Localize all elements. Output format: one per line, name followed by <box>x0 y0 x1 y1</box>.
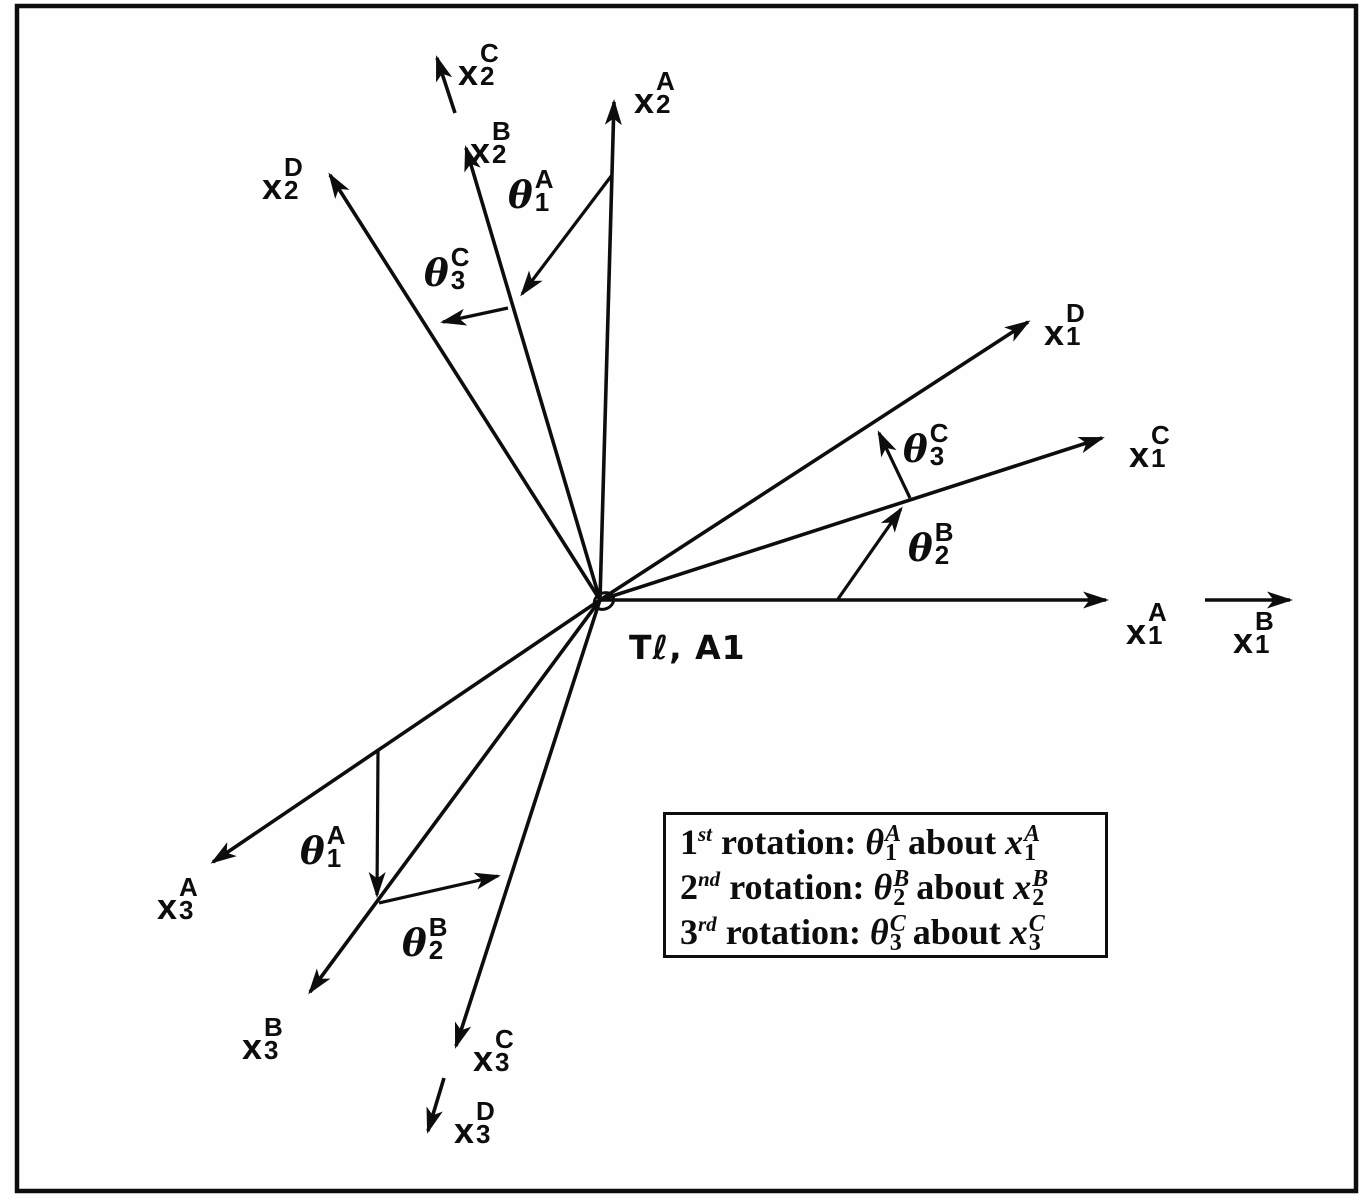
axis-label-sub: 1 <box>1066 321 1081 351</box>
legend-theta-symbol: θ B 2 <box>873 866 910 911</box>
legend-ordinal-suffix: st <box>698 822 713 846</box>
legend-row-2 <box>680 867 1105 912</box>
angle-label-theta3C-right <box>903 418 949 471</box>
axis-label-sub: 3 <box>495 1047 510 1077</box>
axis-label-sub: 2 <box>492 139 507 169</box>
angle-label-base: θ <box>908 526 933 570</box>
angle-label-theta1A-top <box>508 164 554 217</box>
axis-label-x2C <box>458 38 499 93</box>
angle-label-theta2B-bottom <box>402 912 448 965</box>
angle-label-sup: C <box>929 418 949 448</box>
legend-ordinal: 3 <box>680 912 698 952</box>
axis-label-sub: 1 <box>1255 629 1270 659</box>
axis-x3B-line <box>310 600 600 992</box>
angle-label-sub: 1 <box>534 187 550 217</box>
angle-label-sub: 1 <box>326 843 342 873</box>
axis-label-x3B <box>242 1012 283 1067</box>
legend-theta-symbol: θ A 1 <box>865 821 902 866</box>
angle-label-base: θ <box>903 427 928 471</box>
axis-label-x3D <box>454 1096 495 1151</box>
axis-label-sub: 2 <box>480 61 495 91</box>
angle-label-sup: B <box>934 517 954 547</box>
angle-label-sup: A <box>326 820 346 850</box>
axis-label-x2A <box>634 66 675 121</box>
angle-label-base: θ <box>300 829 325 873</box>
angle-label-sub: 2 <box>428 935 444 965</box>
axis-label-sup: C <box>495 1024 514 1054</box>
legend-word-about: about <box>912 912 1001 952</box>
legend-word-rotation: rotation: <box>729 867 865 907</box>
axis-x2D-line <box>330 175 600 600</box>
legend-ordinal-suffix: rd <box>698 912 717 936</box>
angle-label-sub: 2 <box>934 540 950 570</box>
angle-arrow-theta1A-bottom <box>377 751 378 895</box>
axis-label-sup: D <box>476 1096 495 1126</box>
angle-arrow-theta2B-bottom <box>379 876 498 903</box>
axis-label-x2D <box>262 152 303 207</box>
axis-label-sup: B <box>264 1012 283 1042</box>
angle-label-theta1A-bottom <box>300 820 346 873</box>
angle-arrow-theta2B-right <box>838 509 901 599</box>
angle-label-theta3C-top <box>424 242 470 295</box>
angle-label-base: θ <box>402 921 427 965</box>
axis-label-sub: 3 <box>179 895 194 925</box>
angle-label-sup: A <box>534 164 554 194</box>
axis-label-x1B <box>1233 606 1274 661</box>
legend-word-about: about <box>916 867 1005 907</box>
legend-ordinal: 2 <box>680 867 698 907</box>
angle-label-sub: 3 <box>450 265 466 295</box>
angle-label-base: θ <box>424 251 449 295</box>
legend-word-about: about <box>908 822 997 862</box>
axis-x1C-line <box>600 438 1102 600</box>
axis-x2C-dash <box>437 58 455 113</box>
legend-row-3 <box>680 912 1105 957</box>
axis-label-sub: 2 <box>656 89 671 119</box>
axis-label-base: x <box>470 130 491 171</box>
axis-label-base: x <box>1044 312 1065 353</box>
axis-label-sup: A <box>179 872 198 902</box>
axis-label-sup: D <box>284 152 303 182</box>
axis-x3C-line <box>456 600 600 1046</box>
axis-label-x1D <box>1044 298 1085 353</box>
axis-label-base: x <box>1129 434 1150 475</box>
axis-label-base: x <box>157 886 178 927</box>
axis-label-sub: 3 <box>264 1035 279 1065</box>
axis-label-base: x <box>262 166 283 207</box>
angle-label-base: θ <box>508 173 533 217</box>
angle-arrow-theta3C-top <box>443 308 508 322</box>
legend-ordinal-suffix: nd <box>698 867 721 891</box>
legend-axis-symbol: x B 2 <box>1013 866 1049 911</box>
axis-label-base: x <box>634 80 655 121</box>
axis-label-x3A <box>157 872 198 927</box>
axis-x3A-line <box>213 600 600 862</box>
axis-label-sup: C <box>480 38 499 68</box>
rotation-legend-box <box>663 812 1108 958</box>
axis-label-x2B <box>470 116 511 171</box>
axis-label-base: x <box>242 1026 263 1067</box>
legend-axis-symbol: x A 1 <box>1005 821 1041 866</box>
legend-word-rotation: rotation: <box>721 822 857 862</box>
axis-label-sup: C <box>1151 420 1170 450</box>
angle-label-sub: 3 <box>929 441 945 471</box>
axis-label-sub: 1 <box>1148 620 1163 650</box>
axis-x3D-dash <box>428 1078 444 1131</box>
angle-label-sup: B <box>428 912 448 942</box>
axis-label-sup: B <box>492 116 511 146</box>
axis-label-base: x <box>454 1110 475 1151</box>
legend-axis-symbol: x C 3 <box>1009 911 1045 956</box>
axis-label-sup: B <box>1255 606 1274 636</box>
axis-label-sup: A <box>656 66 675 96</box>
axis-label-sub: 2 <box>284 175 299 205</box>
legend-ordinal: 1 <box>680 822 698 862</box>
axis-label-sup: D <box>1066 298 1085 328</box>
axis-label-base: x <box>1233 620 1254 661</box>
angle-label-theta2B-right <box>908 517 954 570</box>
axis-label-sup: A <box>1148 597 1167 627</box>
axis-x1D-line <box>600 322 1028 600</box>
axis-label-x1A <box>1126 597 1167 652</box>
origin-label: Tℓ, A1 <box>629 628 746 667</box>
legend-row-1 <box>680 822 1105 867</box>
axis-label-sub: 3 <box>476 1119 491 1149</box>
legend-theta-symbol: θ C 3 <box>870 911 906 956</box>
legend-word-rotation: rotation: <box>725 912 862 952</box>
axis-label-x1C <box>1129 420 1170 475</box>
axis-label-base: x <box>473 1038 494 1079</box>
angle-label-sup: C <box>450 242 470 272</box>
axis-label-sub: 1 <box>1151 443 1166 473</box>
axis-label-base: x <box>1126 611 1147 652</box>
axis-label-x3C <box>473 1024 514 1079</box>
axis-label-base: x <box>458 52 479 93</box>
